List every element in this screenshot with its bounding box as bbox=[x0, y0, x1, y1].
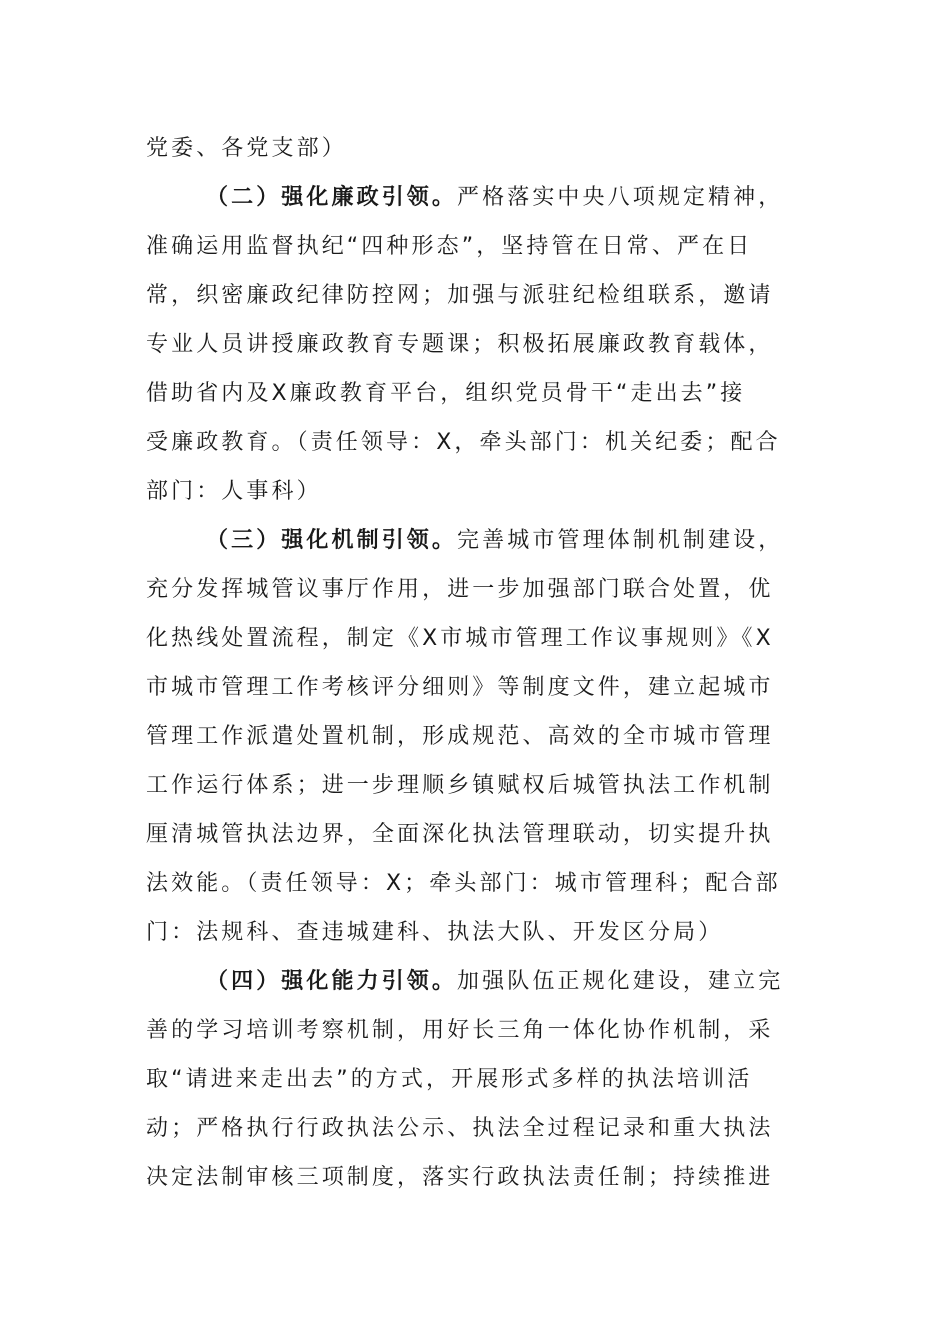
text-line: 专业人员讲授廉政教育专题课；积极拓展廉政教育载体， bbox=[146, 332, 774, 357]
text-line: 市城市管理工作考核评分细则》等制度文件，建立起城市 bbox=[146, 675, 774, 700]
text-line: 法效能。（责任领导：X；牵头部门：城市管理科；配合部 bbox=[146, 871, 781, 896]
text-line: 化热线处置流程，制定《X市城市管理工作议事规则》《X bbox=[146, 626, 774, 651]
paragraph-first-line bbox=[146, 957, 806, 1006]
section-heading: （三）强化机制引领。 bbox=[206, 528, 458, 553]
text-line: 动；严格执行行政执法公示、执法全过程记录和重大执法 bbox=[146, 1116, 774, 1141]
text-line: 准确运用监督执纪“四种形态”，坚持管在日常、严在日 bbox=[146, 234, 753, 259]
section-heading: （二）强化廉政引领。 bbox=[206, 185, 458, 210]
text-line: 常，织密廉政纪律防控网；加强与派驻纪检组联系，邀请 bbox=[146, 283, 774, 308]
document-body bbox=[146, 124, 806, 1202]
text-span: 加强队伍正规化建设，建立完 bbox=[457, 969, 784, 994]
section-heading: （四）强化能力引领。 bbox=[206, 969, 458, 994]
paragraph-continuation bbox=[146, 124, 806, 173]
paragraph-jizhi bbox=[146, 516, 806, 957]
text-line: 厘清城管执法边界，全面深化执法管理联动，切实提升执 bbox=[146, 822, 774, 847]
text-span: 严格落实中央八项规定精神， bbox=[457, 185, 784, 210]
text-line: 部门：人事科） bbox=[146, 479, 322, 504]
paragraph-lianzheng bbox=[146, 173, 806, 516]
text-line: 党委、各党支部） bbox=[146, 136, 347, 161]
text-line: 门：法规科、查违城建科、执法大队、开发区分局） bbox=[146, 920, 724, 945]
text-line: 管理工作派遣处置机制，形成规范、高效的全市城市管理 bbox=[146, 724, 774, 749]
paragraph-nengli bbox=[146, 957, 806, 1202]
text-line: 受廉政教育。（责任领导：X，牵头部门：机关纪委；配合 bbox=[146, 430, 781, 455]
text-line: 决定法制审核三项制度，落实行政执法责任制；持续推进 bbox=[146, 1165, 774, 1190]
paragraph-first-line bbox=[146, 516, 806, 565]
text-span: 完善城市管理体制机制建设， bbox=[457, 528, 784, 553]
text-line: 借助省内及X廉政教育平台，组织党员骨干“走出去”接 bbox=[146, 381, 746, 406]
text-line: 工作运行体系；进一步理顺乡镇赋权后城管执法工作机制 bbox=[146, 773, 774, 798]
paragraph-first-line bbox=[146, 173, 806, 222]
text-line: 充分发挥城管议事厅作用，进一步加强部门联合处置，优 bbox=[146, 577, 774, 602]
text-line: 取“请进来走出去”的方式，开展形式多样的执法培训活 bbox=[146, 1067, 753, 1092]
text-line: 善的学习培训考察机制，用好长三角一体化协作机制，采 bbox=[146, 1018, 774, 1043]
